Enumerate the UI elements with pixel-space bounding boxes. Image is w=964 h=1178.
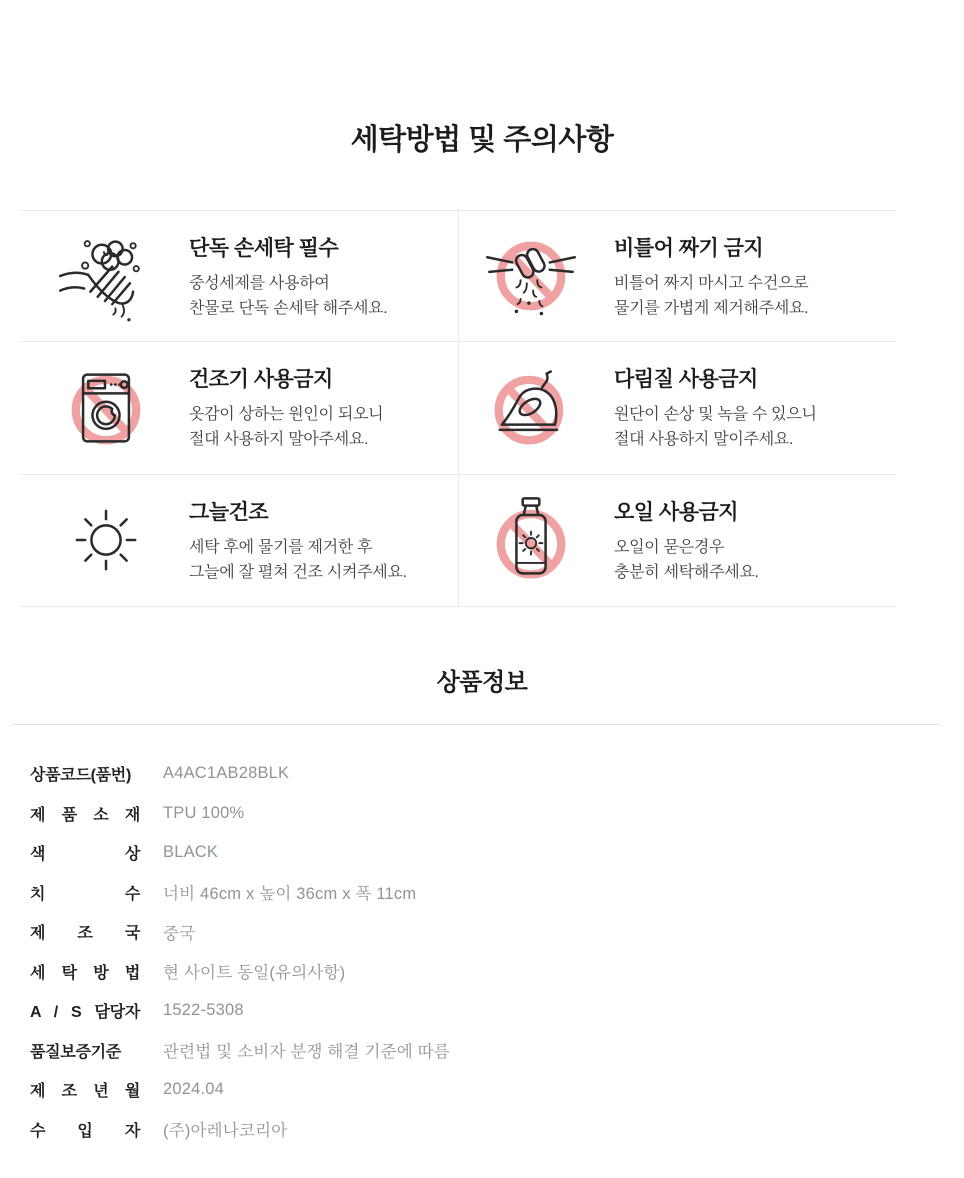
care-item-desc-line2: 찬물로 단독 손세탁 해주세요. xyxy=(189,299,388,317)
care-item-title: 단독 손세탁 필수 xyxy=(189,236,339,260)
care-item-desc-line1: 세탁 후에 물기를 제거한 후 xyxy=(189,538,373,556)
row-label: 제 조 년 월 xyxy=(30,1083,140,1101)
care-item-desc-line2: 충분히 세탁해주세요. xyxy=(614,563,759,581)
care-item-no-oil xyxy=(458,475,896,607)
table-row-wash-method xyxy=(30,952,934,992)
row-value: 너비 46cm x 높이 36cm x 폭 11cm xyxy=(163,885,417,904)
row-label: 제 조 국 xyxy=(30,925,140,943)
no-wring-icon xyxy=(481,226,581,326)
row-label: 세 탁 방 법 xyxy=(30,964,140,982)
table-row-importer xyxy=(30,1110,934,1150)
care-item-desc-line2: 절대 사용하지 말아주세요. xyxy=(189,431,369,449)
care-item-desc-line1: 옷감이 상하는 원인이 되오니 xyxy=(189,406,384,424)
care-item-title: 다림질 사용금지 xyxy=(614,368,758,392)
care-item-desc-line1: 중성세제를 사용하여 xyxy=(189,274,330,292)
care-item-no-dryer xyxy=(20,342,458,474)
care-item-desc-line2: 물기를 가볍게 제거해주세요. xyxy=(614,299,809,317)
table-row-manufacture-date xyxy=(30,1070,934,1110)
no-iron-icon xyxy=(481,358,581,458)
care-item-no-wring xyxy=(458,210,896,342)
row-label: 색 상 xyxy=(30,846,140,864)
table-row-warranty xyxy=(30,1031,934,1071)
care-item-title: 그늘건조 xyxy=(189,500,269,524)
table-row-material xyxy=(30,794,934,834)
row-value: TPU 100% xyxy=(163,803,245,822)
row-label: 제 품 소 재 xyxy=(30,806,140,824)
row-label: 상품코드(품번) xyxy=(30,767,131,785)
no-oil-icon xyxy=(481,490,581,590)
table-row-country xyxy=(30,912,934,952)
care-item-text xyxy=(614,363,817,452)
care-item-text xyxy=(614,232,808,321)
care-item-text xyxy=(189,232,387,321)
row-value: BLACK xyxy=(163,843,219,862)
row-value: 현 사이트 동일(유의사항) xyxy=(163,964,346,983)
table-row-dimensions xyxy=(30,873,934,913)
care-item-title: 비틀어 짜기 금지 xyxy=(614,236,764,260)
care-item-title: 오일 사용금지 xyxy=(614,500,739,524)
care-item-desc-line1: 오일이 묻은경우 xyxy=(614,538,725,556)
row-value: A4AC1AB28BLK xyxy=(163,764,290,783)
section-divider xyxy=(13,724,939,725)
care-item-hand-wash xyxy=(20,210,458,342)
care-item-no-iron xyxy=(458,342,896,474)
care-item-desc-line2: 그늘에 잘 펼쳐 건조 시켜주세요. xyxy=(189,563,407,581)
care-item-title: 건조기 사용금지 xyxy=(189,368,333,392)
row-label: 수 입 자 xyxy=(30,1122,140,1140)
row-value: (주)아레나코리아 xyxy=(163,1122,288,1141)
row-value: 관련법 및 소비자 분쟁 해결 기준에 따름 xyxy=(163,1043,450,1062)
care-item-desc-line1: 원단이 손상 및 녹을 수 있으니 xyxy=(614,406,817,424)
row-value: 2024.04 xyxy=(163,1080,225,1099)
care-item-text xyxy=(189,363,383,452)
row-value: 1522-5308 xyxy=(163,1001,244,1020)
row-label: A / S 담당자 xyxy=(30,1004,140,1022)
care-item-text xyxy=(614,496,759,585)
row-label: 치 수 xyxy=(30,885,140,903)
product-info-title: 상품정보 xyxy=(436,669,528,696)
shade-dry-sun-icon xyxy=(56,490,156,590)
row-value: 중국 xyxy=(163,924,196,943)
care-item-desc-line1: 비틀어 짜지 마시고 수건으로 xyxy=(614,274,809,292)
table-row-product-code xyxy=(30,754,934,794)
hand-wash-icon xyxy=(56,226,156,326)
care-item-shade-dry xyxy=(20,475,458,607)
care-item-desc-line2: 절대 사용하지 말이주세요. xyxy=(614,431,794,449)
table-row-color xyxy=(30,833,934,873)
no-dryer-icon xyxy=(56,358,156,458)
table-row-as-contact xyxy=(30,991,934,1031)
product-info-table xyxy=(30,754,934,1149)
care-section-title: 세탁방법 및 주의사항 xyxy=(350,124,614,156)
row-label: 품질보증기준 xyxy=(30,1043,121,1061)
care-item-text xyxy=(189,496,407,585)
care-instructions-grid xyxy=(20,210,896,607)
